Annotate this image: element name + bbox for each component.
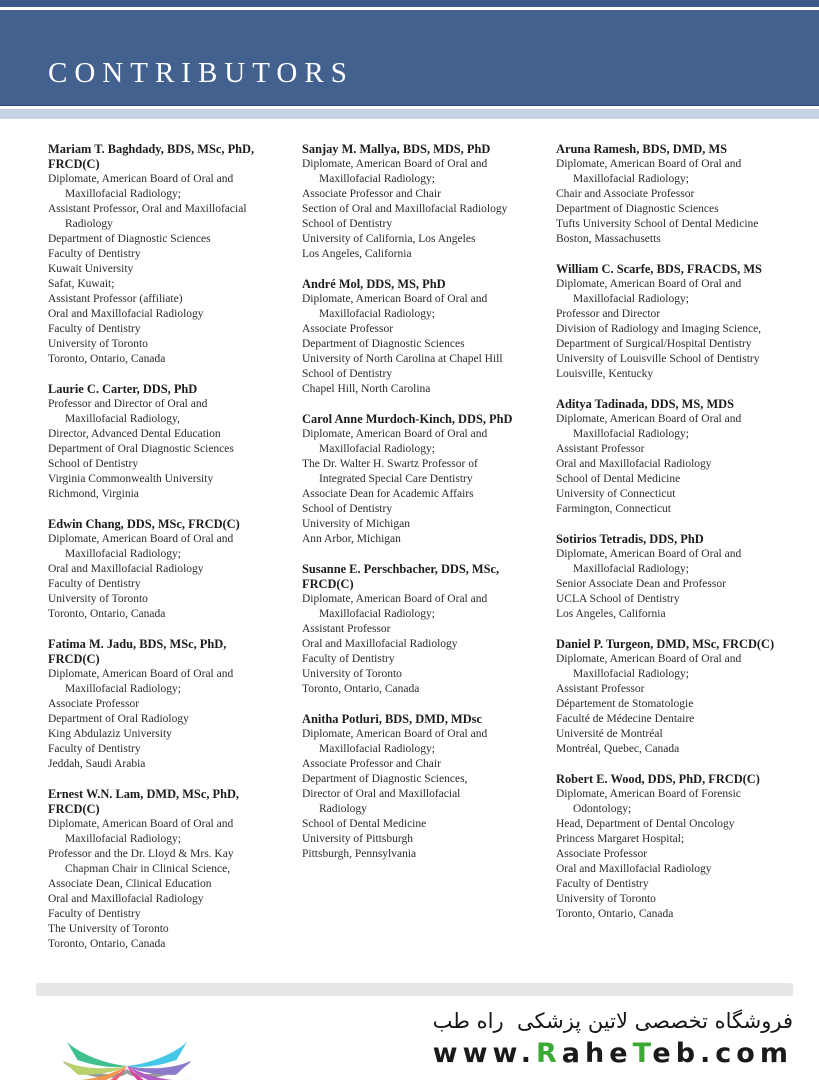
header-top-strip xyxy=(0,0,819,7)
contributor-entry xyxy=(48,637,286,772)
affiliation-line: Diplomate, American Board of Oral and xyxy=(556,653,742,665)
contributor-name: André Mol, DDS, MS, PhD xyxy=(302,277,446,291)
contributor-entry xyxy=(556,772,794,922)
affiliation-line: Diplomate, American Board of Oral and xyxy=(302,158,488,170)
affiliation-line: Oral and Maxillofacial Radiology xyxy=(48,563,204,575)
affiliation-line: Diplomate, American Board of Oral and xyxy=(48,818,234,830)
affiliation-line: University of Toronto xyxy=(556,893,656,905)
contributor-entry xyxy=(302,712,540,862)
contributor-name: FRCD(C) xyxy=(48,157,100,171)
contributor-name: Susanne E. Perschbacher, DDS, MSc, xyxy=(302,562,500,576)
affiliation-line: Diplomate, American Board of Oral and xyxy=(556,278,742,290)
affiliation-line: Oral and Maxillofacial Radiology xyxy=(302,638,458,650)
affiliation-line: Chapel Hill, North Carolina xyxy=(302,383,431,395)
affiliation-line: Assistant Professor xyxy=(556,443,645,455)
affiliation-line: School of Dentistry xyxy=(302,218,393,230)
affiliation-line: Integrated Special Care Dentistry xyxy=(319,473,473,485)
affiliation-line: Farmington, Connecticut xyxy=(556,503,671,515)
contributor-entry xyxy=(556,532,794,622)
affiliation-line: Department of Oral Radiology xyxy=(48,713,189,725)
affiliation-line: Associate Professor xyxy=(48,698,140,710)
contributor-entry xyxy=(48,787,286,952)
affiliation-line: Chapman Chair in Clinical Science, xyxy=(65,863,231,875)
affiliation-line: Assistant Professor xyxy=(302,623,391,635)
contributor-name: Sotirios Tetradis, DDS, PhD xyxy=(556,532,704,546)
affiliation-line: School of Dentistry xyxy=(302,503,393,515)
affiliation-line: The University of Toronto xyxy=(48,923,169,935)
affiliation-line: Professor and Director of Oral and xyxy=(48,398,208,410)
affiliation-line: Diplomate, American Board of Oral and xyxy=(302,293,488,305)
affiliation-line: Los Angeles, California xyxy=(556,608,666,620)
affiliation-line: Senior Associate Dean and Professor xyxy=(556,578,726,590)
url-part: www. xyxy=(432,1038,536,1069)
affiliation-line: Associate Dean for Academic Affairs xyxy=(302,488,474,500)
contributor-name: Carol Anne Murdoch-Kinch, DDS, PhD xyxy=(302,412,513,426)
page-title: CONTRIBUTORS xyxy=(48,57,354,89)
affiliation-line: Boston, Massachusetts xyxy=(556,233,661,245)
contributor-name: FRCD(C) xyxy=(48,802,100,816)
affiliation-line: Toronto, Ontario, Canada xyxy=(48,353,166,365)
contributor-name: FRCD(C) xyxy=(302,577,354,591)
affiliation-line: Maxillofacial Radiology; xyxy=(65,683,181,695)
affiliation-line: Head, Department of Dental Oncology xyxy=(556,818,735,830)
contributor-entry xyxy=(302,562,540,697)
contributor-name: Mariam T. Baghdady, BDS, MSc, PhD, xyxy=(48,142,255,156)
contributor-name: Laurie C. Carter, DDS, PhD xyxy=(48,382,198,396)
affiliation-line: Faculty of Dentistry xyxy=(48,248,141,260)
affiliation-line: Odontology; xyxy=(573,803,632,815)
affiliation-line: Oral and Maxillofacial Radiology xyxy=(48,308,204,320)
affiliation-line: Faculty of Dentistry xyxy=(48,323,141,335)
affiliation-line: Université de Montréal xyxy=(556,728,663,740)
affiliation-line: Diplomate, American Board of Oral and xyxy=(48,668,234,680)
affiliation-line: Pittsburgh, Pennsylvania xyxy=(302,848,417,860)
affiliation-line: Oral and Maxillofacial Radiology xyxy=(48,893,204,905)
contributor-entry xyxy=(556,397,794,517)
contributor-name: Sanjay M. Mallya, BDS, MDS, PhD xyxy=(302,142,491,156)
affiliation-line: Faculty of Dentistry xyxy=(48,578,141,590)
affiliation-line: Faculty of Dentistry xyxy=(556,878,649,890)
affiliation-line: Richmond, Virginia xyxy=(48,488,139,500)
affiliation-line: Maxillofacial Radiology; xyxy=(319,743,435,755)
contributors-column-2 xyxy=(302,142,540,967)
affiliation-line: Professor and Director xyxy=(556,308,661,320)
affiliation-line: Oral and Maxillofacial Radiology xyxy=(556,458,712,470)
affiliation-line: Faculty of Dentistry xyxy=(302,653,395,665)
affiliation-line: Maxillofacial Radiology; xyxy=(319,173,435,185)
contributor-name: Robert E. Wood, DDS, PhD, FRCD(C) xyxy=(556,772,760,786)
contributor-entry xyxy=(556,262,794,382)
affiliation-line: Department of Diagnostic Sciences xyxy=(48,233,211,245)
affiliation-line: Director of Oral and Maxillofacial xyxy=(302,788,461,800)
affiliation-line: School of Dentistry xyxy=(48,458,139,470)
footer-site-url[interactable] xyxy=(433,1036,793,1072)
affiliation-line: Maxillofacial Radiology; xyxy=(573,428,689,440)
url-part: .com xyxy=(700,1038,793,1069)
affiliation-line: Department of Diagnostic Sciences, xyxy=(302,773,468,785)
affiliation-line: Montréal, Quebec, Canada xyxy=(556,743,680,755)
affiliation-line: Assistant Professor xyxy=(556,683,645,695)
affiliation-line: Associate Professor and Chair xyxy=(302,758,441,770)
affiliation-line: Faculty of Dentistry xyxy=(48,743,141,755)
affiliation-line: Chair and Associate Professor xyxy=(556,188,695,200)
affiliation-line: Associate Dean, Clinical Education xyxy=(48,878,212,890)
affiliation-line: Department of Diagnostic Sciences xyxy=(556,203,719,215)
affiliation-line: Diplomate, American Board of Oral and xyxy=(556,548,742,560)
affiliation-line: Princess Margaret Hospital; xyxy=(556,833,685,845)
contributor-name: Fatima M. Jadu, BDS, MSc, PhD, xyxy=(48,637,227,651)
affiliation-line: University of Pittsburgh xyxy=(302,833,413,845)
affiliation-line: Los Angeles, California xyxy=(302,248,412,260)
affiliation-line: Diplomate, American Board of Oral and xyxy=(302,593,488,605)
contributor-entry xyxy=(556,637,794,757)
affiliation-line: Diplomate, American Board of Forensic xyxy=(556,788,741,800)
affiliation-line: Diplomate, American Board of Oral and xyxy=(48,173,234,185)
affiliation-line: Maxillofacial Radiology; xyxy=(319,443,435,455)
affiliation-line: Assistant Professor, Oral and Maxillofacial xyxy=(48,203,247,215)
affiliation-line: Associate Professor and Chair xyxy=(302,188,441,200)
affiliation-line: Assistant Professor (affiliate) xyxy=(48,293,183,305)
affiliation-line: Radiology xyxy=(319,803,367,815)
affiliation-line: Maxillofacial Radiology; xyxy=(573,293,689,305)
affiliation-line: Tufts University School of Dental Medicine xyxy=(556,218,759,230)
header-light-strip xyxy=(0,109,819,119)
open-book-logo-icon xyxy=(52,1006,202,1080)
footer-tagline-persian: فروشگاه تخصصی لاتین پزشکی راه طب xyxy=(432,1009,793,1033)
affiliation-line: Maxillofacial Radiology; xyxy=(573,563,689,575)
affiliation-line: Maxillofacial Radiology; xyxy=(65,188,181,200)
affiliation-line: University of Toronto xyxy=(302,668,402,680)
contributors-column-3 xyxy=(556,142,794,967)
affiliation-line: Department of Diagnostic Sciences xyxy=(302,338,465,350)
affiliation-line: UCLA School of Dentistry xyxy=(556,593,680,605)
footer-branding xyxy=(433,1006,793,1072)
contributor-entry xyxy=(302,412,540,547)
url-part: R xyxy=(536,1038,562,1069)
affiliation-line: Toronto, Ontario, Canada xyxy=(302,683,420,695)
affiliation-line: University of California, Los Angeles xyxy=(302,233,476,245)
affiliation-line: Département de Stomatologie xyxy=(556,698,694,710)
affiliation-line: Department of Oral Diagnostic Sciences xyxy=(48,443,234,455)
affiliation-line: Maxillofacial Radiology; xyxy=(65,548,181,560)
affiliation-line: Kuwait University xyxy=(48,263,134,275)
affiliation-line: Toronto, Ontario, Canada xyxy=(48,608,166,620)
contributor-entry xyxy=(302,277,540,397)
affiliation-line: Louisville, Kentucky xyxy=(556,368,654,380)
footer xyxy=(0,1002,819,1080)
contributor-name: William C. Scarfe, BDS, FRACDS, MS xyxy=(556,262,762,276)
affiliation-line: University of Louisville School of Dentistry xyxy=(556,353,760,365)
url-part: ahe xyxy=(561,1038,633,1069)
contributor-entry xyxy=(48,382,286,502)
affiliation-line: Jeddah, Saudi Arabia xyxy=(48,758,146,770)
contributor-name: FRCD(C) xyxy=(48,652,100,666)
affiliation-line: Professor and the Dr. Lloyd & Mrs. Kay xyxy=(48,848,234,860)
affiliation-line: Faculty of Dentistry xyxy=(48,908,141,920)
contributor-name: Ernest W.N. Lam, DMD, MSc, PhD, xyxy=(48,787,240,801)
affiliation-line: Maxillofacial Radiology; xyxy=(573,668,689,680)
affiliation-line: University of Connecticut xyxy=(556,488,676,500)
affiliation-line: Virginia Commonwealth University xyxy=(48,473,214,485)
affiliation-line: Maxillofacial Radiology; xyxy=(573,173,689,185)
affiliation-line: University of North Carolina at Chapel Hill xyxy=(302,353,503,365)
affiliation-line: Associate Professor xyxy=(556,848,648,860)
affiliation-line: University of Toronto xyxy=(48,593,148,605)
affiliation-line: Maxillofacial Radiology; xyxy=(319,608,435,620)
affiliation-line: King Abdulaziz University xyxy=(48,728,172,740)
affiliation-line: University of Michigan xyxy=(302,518,410,530)
affiliation-line: Diplomate, American Board of Oral and xyxy=(302,728,488,740)
affiliation-line: Diplomate, American Board of Oral and xyxy=(302,428,488,440)
contributors-column-1 xyxy=(48,142,286,967)
affiliation-line: Section of Oral and Maxillofacial Radiology xyxy=(302,203,508,215)
contributor-entry xyxy=(556,142,794,247)
affiliation-line: Director, Advanced Dental Education xyxy=(48,428,221,440)
contributor-name: Aditya Tadinada, DDS, MS, MDS xyxy=(556,397,734,411)
affiliation-line: Diplomate, American Board of Oral and xyxy=(556,413,742,425)
affiliation-line: Maxillofacial Radiology; xyxy=(319,308,435,320)
affiliation-line: Oral and Maxillofacial Radiology xyxy=(556,863,712,875)
affiliation-line: School of Dentistry xyxy=(302,368,393,380)
contributor-name: Anitha Potluri, BDS, DMD, MDsc xyxy=(302,712,483,726)
affiliation-line: Radiology xyxy=(65,218,113,230)
affiliation-line: Division of Radiology and Imaging Science, xyxy=(556,323,762,335)
affiliation-line: Associate Professor xyxy=(302,323,394,335)
contributors-columns xyxy=(0,119,819,967)
footer-divider xyxy=(36,983,793,996)
contributor-entry xyxy=(48,517,286,622)
contributor-entry xyxy=(302,142,540,262)
contributor-name: Daniel P. Turgeon, DMD, MSc, FRCD(C) xyxy=(556,637,775,651)
affiliation-line: University of Toronto xyxy=(48,338,148,350)
affiliation-line: School of Dental Medicine xyxy=(556,473,681,485)
affiliation-line: Safat, Kuwait; xyxy=(48,278,115,290)
header-banner xyxy=(0,10,819,106)
url-part: eb xyxy=(652,1038,701,1069)
affiliation-line: Faculté de Médecine Dentaire xyxy=(556,713,695,725)
affiliation-line: Maxillofacial Radiology, xyxy=(65,413,180,425)
contributor-name: Edwin Chang, DDS, MSc, FRCD(C) xyxy=(48,517,240,531)
url-part: T xyxy=(632,1038,653,1069)
contributor-name: Aruna Ramesh, BDS, DMD, MS xyxy=(556,142,728,156)
affiliation-line: Maxillofacial Radiology; xyxy=(65,833,181,845)
contributor-entry xyxy=(48,142,286,367)
affiliation-line: Diplomate, American Board of Oral and xyxy=(48,533,234,545)
affiliation-line: Ann Arbor, Michigan xyxy=(302,533,401,545)
affiliation-line: Diplomate, American Board of Oral and xyxy=(556,158,742,170)
affiliation-line: The Dr. Walter H. Swartz Professor of xyxy=(302,458,478,470)
affiliation-line: School of Dental Medicine xyxy=(302,818,427,830)
affiliation-line: Department of Surgical/Hospital Dentistry xyxy=(556,338,752,350)
affiliation-line: Toronto, Ontario, Canada xyxy=(556,908,674,920)
affiliation-line: Toronto, Ontario, Canada xyxy=(48,938,166,950)
